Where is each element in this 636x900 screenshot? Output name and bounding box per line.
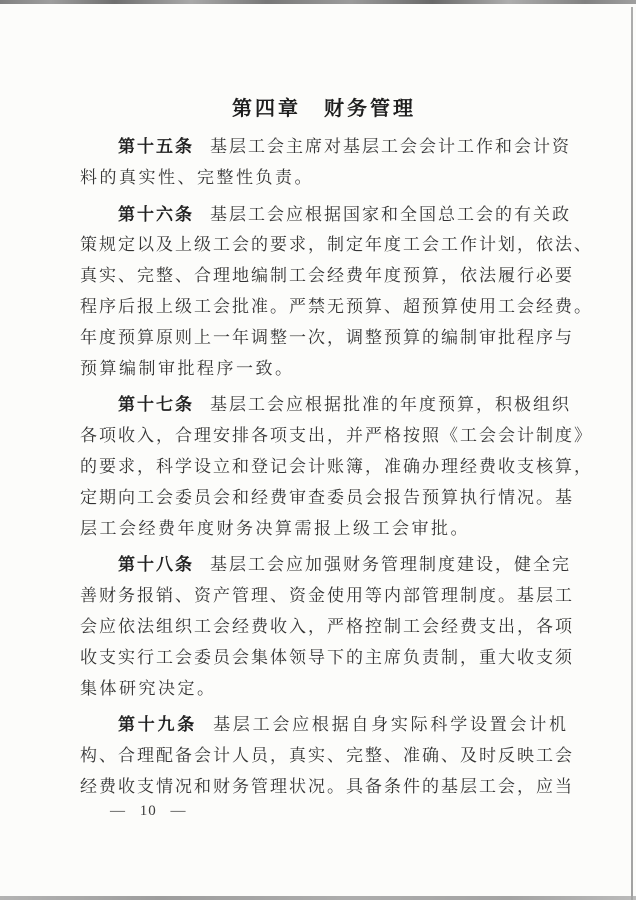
page-number: — 10 — — [110, 803, 187, 819]
article-number: 第十八条 — [118, 555, 194, 575]
text-line: 第十六条 基层工会应根据国家和全国总工会的有关政 — [118, 204, 571, 224]
text-line: 经费收支情况和财务管理状况。具备条件的基层工会，应当 — [80, 776, 574, 796]
chapter-title: 第四章 财务管理 — [232, 98, 416, 120]
text-line: 真实、完整、合理地编制工会经费年度预算，依法履行必要 — [80, 266, 574, 286]
text-line: 各项收入，合理安排各项支出，并严格按照《工会会计制度》 — [80, 426, 593, 446]
paragraph — [80, 550, 574, 704]
paragraph — [80, 710, 574, 802]
paragraphs — [80, 132, 593, 803]
text-line: 定期向工会委员会和经费审查委员会报告预算执行情况。基 — [80, 487, 574, 507]
scan-edge-top — [0, 0, 636, 4]
text-line: 第十七条 基层工会应根据批准的年度预算，积极组织 — [118, 395, 571, 415]
article-number: 第十七条 — [118, 395, 194, 415]
text-line: 第十五条 基层工会主席对基层工会会计工作和会计资 — [118, 137, 571, 156]
text-line: 第十九条 基层工会应根据自身实际科学设置会计机 — [118, 715, 569, 735]
text-line: 策规定以及上级工会的要求，制定年度工会工作计划，依法、 — [80, 235, 593, 255]
text-line: 第十八条 基层工会应加强财务管理制度建设，健全完 — [118, 555, 571, 575]
text-line: 程序后报上级工会批准。严禁无预算、超预算使用工会经费。 — [80, 296, 593, 316]
article-number: 第十五条 — [118, 137, 194, 156]
text-line: 料的真实性、完整性负责。 — [80, 167, 314, 187]
text-line: 层工会经费年度财务决算需报上级工会审批。 — [80, 518, 470, 538]
scan-edge-bottom — [0, 896, 636, 900]
text-line: 善财务报销、资产管理、资金使用等内部管理制度。基层工 — [80, 586, 574, 606]
article-number: 第十六条 — [118, 204, 194, 224]
scan-edge-right — [631, 7, 633, 900]
text-line: 预算编制审批程序一致。 — [80, 358, 295, 378]
paragraph — [80, 132, 571, 194]
paragraph — [80, 390, 593, 544]
document-content — [80, 98, 593, 803]
text-line: 构、合理配备会计人员，真实、完整、准确、及时反映工会 — [80, 746, 574, 766]
article-number: 第十九条 — [118, 715, 198, 735]
text-line: 收支实行工会委员会集体领导下的主席负责制，重大收支须 — [80, 647, 574, 667]
text-line: 集体研究决定。 — [80, 678, 217, 698]
text-line: 年度预算原则上一年调整一次，调整预算的编制审批程序与 — [80, 327, 574, 347]
paragraph — [80, 200, 593, 385]
text-line: 的要求，科学设立和登记会计账簿，准确办理经费收支核算， — [80, 456, 593, 476]
text-line: 会应依法组织工会经费收入，严格控制工会经费支出，各项 — [80, 616, 574, 636]
